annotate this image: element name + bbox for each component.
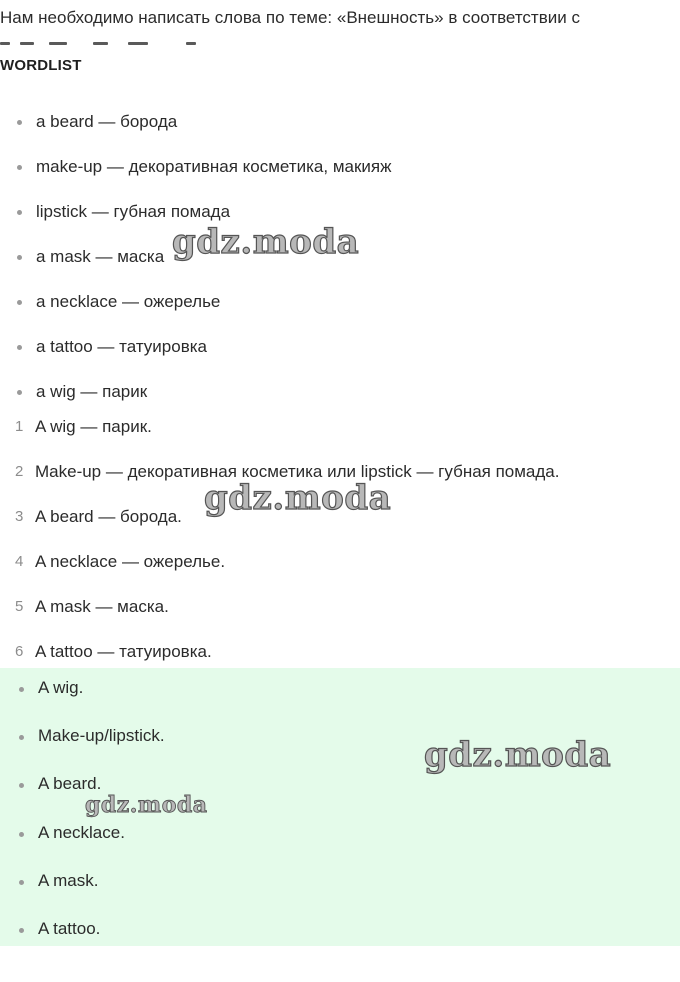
numbered-item [0, 550, 680, 595]
watermark: gdz.moda [172, 222, 360, 262]
short-answer-text: A wig. [38, 678, 84, 697]
answer-text: A beard — борода. [35, 507, 182, 526]
bullet-icon [19, 783, 24, 788]
clipped-text-line [0, 42, 200, 46]
bullet-icon [19, 735, 24, 740]
bullet-icon [17, 345, 22, 350]
wordlist-item-text: a necklace — ожерелье [36, 292, 221, 311]
bullet-icon [17, 210, 22, 215]
numbered-item [0, 415, 680, 460]
intro-text: Нам необходимо написать слова по теме: «Внешность» в соответствии с [0, 8, 580, 27]
wordlist-item-text: a wig — парик [36, 382, 148, 401]
list-item [0, 917, 680, 965]
short-answer-text: A mask. [38, 870, 99, 890]
answer-text: A mask — маска. [35, 597, 169, 616]
bullet-icon [19, 687, 24, 692]
item-number: 4 [15, 553, 24, 570]
answer-text: Make-up — декоративная косметика или lipstick — губная помада. [35, 462, 560, 481]
bullet-icon [17, 390, 22, 395]
wordlist [0, 110, 680, 425]
list-item [0, 676, 680, 724]
short-answer-text: A tattoo. [38, 918, 101, 938]
short-answer-list [0, 676, 680, 965]
answer-text: A tattoo — татуировка. [35, 642, 212, 661]
answer-text: A wig — парик. [35, 417, 152, 436]
bullet-icon [19, 832, 24, 837]
list-item [0, 155, 680, 200]
watermark: gdz.moda [204, 478, 392, 518]
list-item [0, 869, 680, 917]
bullet-icon [17, 165, 22, 170]
numbered-answers [0, 415, 680, 685]
item-number: 6 [15, 643, 24, 660]
bullet-icon [17, 300, 22, 305]
item-number: 2 [15, 463, 24, 480]
item-number: 1 [15, 418, 24, 435]
list-item [0, 110, 680, 155]
watermark: gdz.moda [424, 735, 612, 775]
list-item [0, 335, 680, 380]
list-item [0, 821, 680, 869]
short-answer-text: A necklace. [38, 822, 125, 842]
answer-text: A necklace — ожерелье. [35, 552, 226, 571]
short-answer-text: A beard. [38, 774, 102, 794]
numbered-item [0, 595, 680, 640]
wordlist-item-text: make-up — декоративная косметика, макияж [36, 157, 392, 176]
bullet-icon [19, 880, 24, 885]
wordlist-item-text: a beard — борода [36, 112, 178, 131]
item-number: 5 [15, 598, 24, 615]
wordlist-item-text: a mask — маска [36, 247, 165, 266]
list-item [0, 290, 680, 335]
wordlist-item-text: a tattoo — татуировка [36, 337, 208, 356]
bullet-icon [19, 928, 24, 933]
short-answer-text: Make-up/lipstick. [38, 726, 165, 746]
bullet-icon [17, 120, 22, 125]
wordlist-heading: WORDLIST [0, 57, 82, 74]
bullet-icon [17, 255, 22, 260]
wordlist-item-text: lipstick — губная помада [36, 202, 231, 221]
watermark: gdz.moda [85, 792, 208, 818]
item-number: 3 [15, 508, 24, 525]
